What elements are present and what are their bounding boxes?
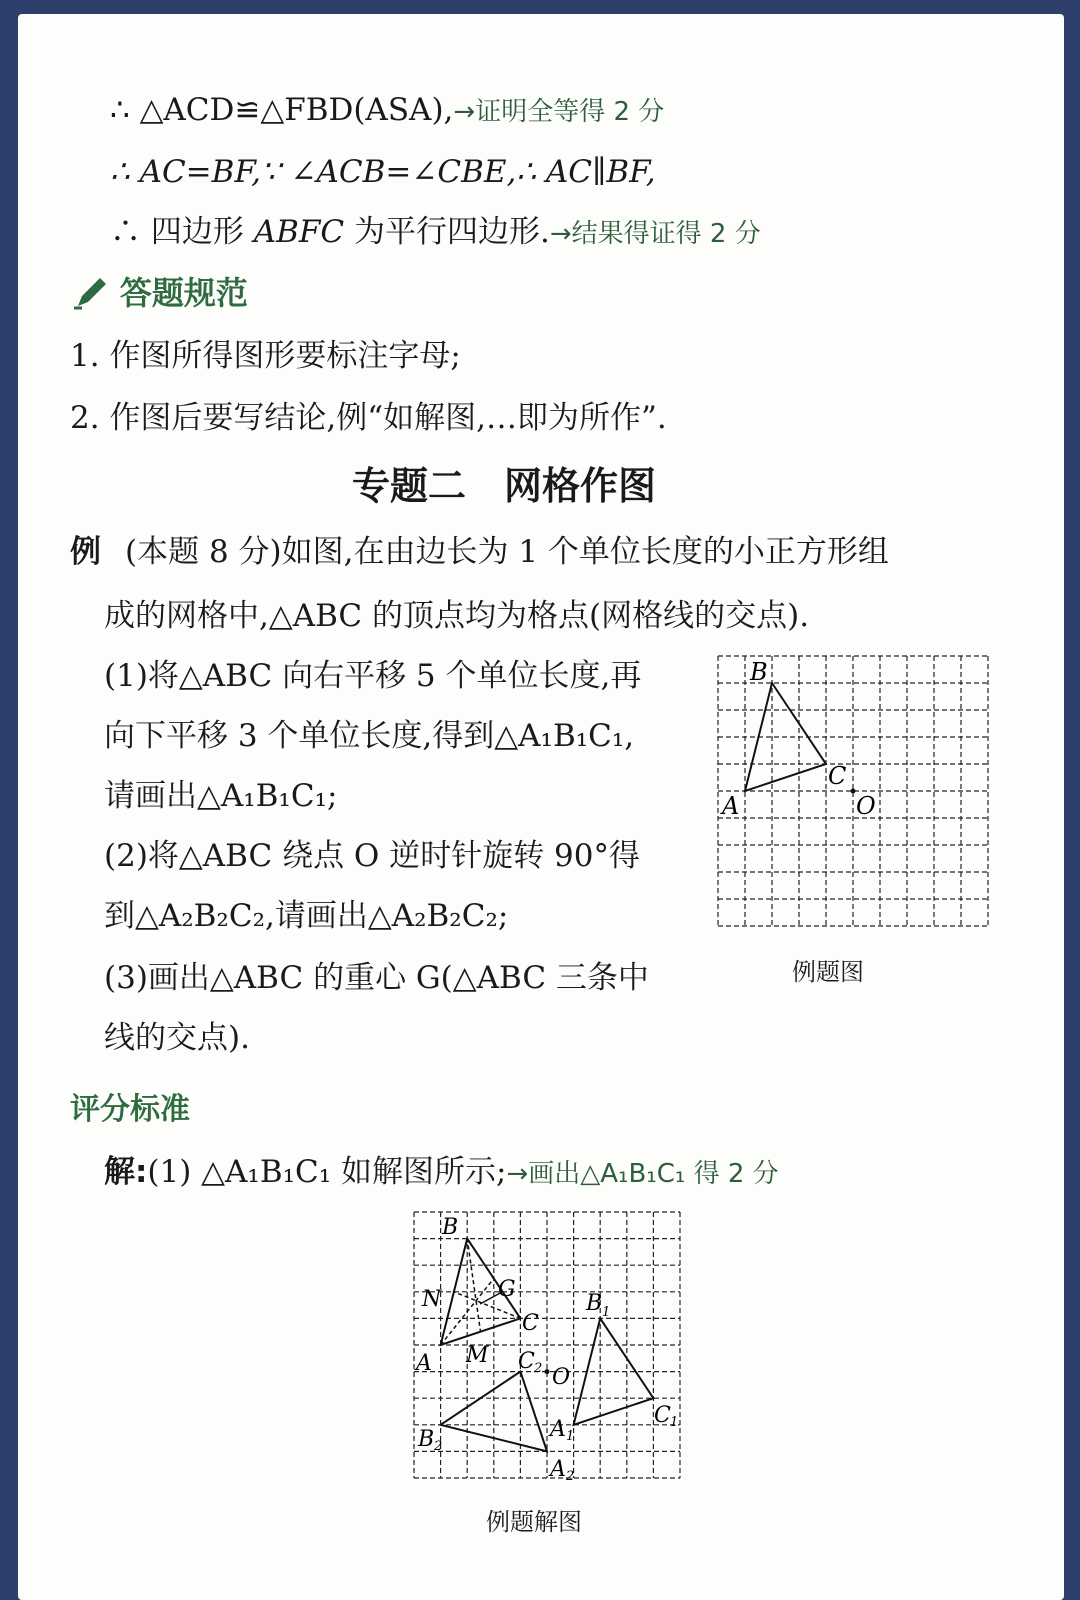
label-b: B <box>750 658 768 686</box>
proof-congruence-text: ∴ △ACD≌△FBD(ASA), <box>110 92 454 128</box>
label-a: A <box>416 1351 432 1376</box>
subscript-b2: 2 <box>434 1439 443 1454</box>
quadrilateral-name: ABFC <box>253 214 345 250</box>
label-b2: B <box>418 1427 435 1452</box>
solution-grid-figure <box>410 1208 686 1488</box>
question-2-line-a: (2)将△ABC 绕点 O 逆时针旋转 90°得 <box>104 838 640 874</box>
document-page <box>18 14 1064 1600</box>
label-g: G <box>498 1277 516 1302</box>
label-a: A <box>722 792 740 820</box>
label-m: M <box>466 1343 489 1368</box>
label-b: B <box>442 1215 459 1240</box>
solution-line <box>104 1152 779 1194</box>
example-figure-caption: 例题图 <box>792 958 864 986</box>
spec-item-1: 1. 作图所得图形要标注字母; <box>70 338 461 374</box>
pencil-icon <box>70 272 110 312</box>
solution-figure-caption: 例题解图 <box>486 1508 582 1536</box>
subscript-c2: 2 <box>534 1361 543 1376</box>
point-o <box>545 1369 550 1374</box>
question-1-line-b: 向下平移 3 个单位长度,得到△A₁B₁C₁, <box>104 718 635 754</box>
label-a1: A <box>550 1417 566 1442</box>
label-a2: A <box>550 1457 566 1482</box>
subscript-a1: 1 <box>566 1429 575 1444</box>
question-3-line-b: 线的交点). <box>104 1020 250 1056</box>
grid-lines <box>414 1212 680 1478</box>
score-note-result: →结果得证得 2 分 <box>549 219 761 249</box>
question-1-line-a: (1)将△ABC 向右平移 5 个单位长度,再 <box>104 658 642 694</box>
label-c: C <box>828 762 847 790</box>
example-label: 例 <box>70 534 101 570</box>
label-o: O <box>856 792 876 820</box>
solution-label: 解: <box>104 1154 148 1190</box>
label-n: N <box>422 1287 442 1312</box>
answer-spec-heading <box>70 272 248 314</box>
proof-text-part: 为平行四边形. <box>344 214 550 250</box>
topic-title: 专题二 网格作图 <box>352 464 657 508</box>
proof-text-part: ∴ 四边形 <box>110 214 254 250</box>
proof-line-2: ∴ AC=BF,∵ ∠ACB=∠CBE,∴ AC∥BF, <box>110 154 656 190</box>
label-c1: C <box>654 1403 671 1428</box>
spec-item-2: 2. 作图后要写结论,例“如解图,…即为所作”. <box>70 400 667 436</box>
proof-line-1 <box>110 90 664 132</box>
example-grid-figure <box>714 652 994 936</box>
subscript-c1: 1 <box>670 1415 679 1430</box>
question-1-line-c: 请画出△A₁B₁C₁; <box>104 778 338 814</box>
question-2-line-b: 到△A₂B₂C₂,请画出△A₂B₂C₂; <box>104 898 509 934</box>
label-c: C <box>522 1311 539 1336</box>
score-note-solution: →画出△A₁B₁C₁ 得 2 分 <box>506 1159 779 1189</box>
label-b1: B <box>586 1291 603 1316</box>
score-note-congruence: →证明全等得 2 分 <box>453 97 665 127</box>
point-o <box>851 789 856 794</box>
solution-text: (1) △A₁B₁C₁ 如解图所示; <box>147 1154 507 1190</box>
grading-heading: 评分标准 <box>70 1092 190 1127</box>
label-o: O <box>552 1365 571 1390</box>
question-3-line-a: (3)画出△ABC 的重心 G(△ABC 三条中 <box>104 960 649 996</box>
proof-line-3 <box>110 212 761 254</box>
label-c2: C <box>518 1349 535 1374</box>
subscript-b1: 1 <box>602 1305 611 1320</box>
subscript-a2: 2 <box>566 1469 575 1484</box>
example-intro-text: (本题 8 分)如图,在由边长为 1 个单位长度的小正方形组 <box>125 534 889 570</box>
example-intro-line-1 <box>70 532 889 572</box>
example-intro-line-2: 成的网格中,△ABC 的顶点均为格点(网格线的交点). <box>104 598 810 634</box>
answer-spec-title: 答题规范 <box>119 274 248 312</box>
